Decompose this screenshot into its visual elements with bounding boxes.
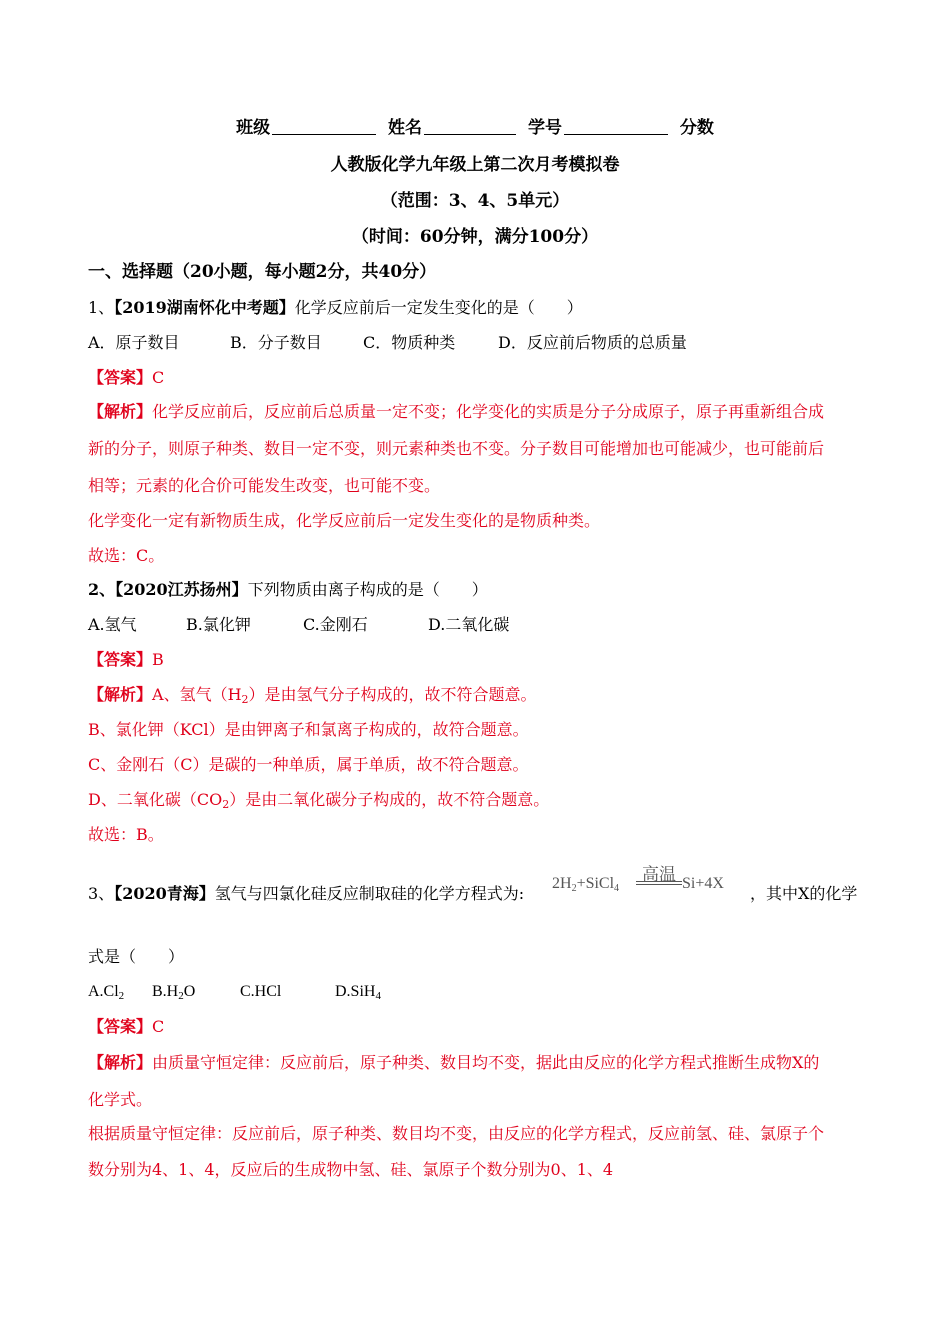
subscript: 2 [241, 693, 249, 706]
question-1-analysis-line-3: 相等；元素的化合价可能发生改变，也可能不变。 [88, 476, 441, 495]
question-2-options [88, 615, 509, 635]
question-1-stem [88, 298, 583, 318]
question-3-analysis-line-2: 化学式。 [88, 1090, 153, 1109]
question-1-analysis-line-4: 化学变化一定有新物质生成，化学反应前后一定发生变化的是物质种类。 [88, 511, 601, 530]
question-2-stem [88, 580, 488, 600]
question-1-analysis-line-2: 新的分子，则原子种类、数目一定不变，则元素种类也不变。分子数目可能增加也可能减少，也可能前后 [88, 439, 825, 458]
question-2-analysis-b: B、氯化钾（KCl）是由钾离子和氯离子构成的，故符合题意。 [88, 720, 529, 739]
option-text: A.Cl [88, 983, 119, 1000]
exam-title: 人教版化学九年级上第二次月考模拟卷 [330, 155, 620, 175]
answer-label: 【答案】 [88, 1017, 153, 1036]
exam-scope: （范围：3、4、5单元） [380, 191, 570, 211]
score-label: 分数 [679, 118, 714, 138]
option-text: O [183, 983, 196, 1000]
option-c[interactable]: C．物质种类 [363, 333, 456, 352]
question-3-answer [88, 1017, 164, 1037]
option-b[interactable] [152, 982, 240, 1002]
option-a[interactable]: A.氢气 [88, 615, 137, 634]
class-blank[interactable] [272, 118, 376, 135]
question-3-analysis-line-3: 根据质量守恒定律：反应前后，原子种类、数目均不变，由反应的化学方程式，反应前氢、硅、氯原子个 [88, 1124, 825, 1143]
subscript: 2 [222, 798, 230, 811]
option-b[interactable]: B．分子数目 [230, 333, 322, 352]
reactant-h2: 2H [552, 875, 572, 892]
subscript: 2 [118, 990, 125, 1002]
equation-bar [636, 884, 682, 885]
student-id-blank[interactable] [564, 118, 668, 135]
answer-value: C [152, 368, 165, 387]
question-number: 1、 [88, 298, 115, 317]
analysis-text: 由质量守恒定律：反应前后，原子种类、数目均不变，据此由反应的化学方程式推断生成物X的 [152, 1053, 820, 1072]
option-text: D.SiH [335, 983, 376, 1000]
option-c[interactable]: C.金刚石 [303, 615, 368, 634]
question-2-conclusion: 故选：B。 [88, 825, 164, 844]
question-source: 【2020青海】 [114, 884, 215, 903]
question-1-conclusion: 故选：C。 [88, 546, 165, 565]
equation-reactants [552, 875, 619, 893]
option-c[interactable] [240, 982, 335, 1002]
answer-label: 【答案】 [88, 650, 153, 669]
subscript: 2 [571, 883, 577, 894]
analysis-text: D、二氧化碳（CO [88, 790, 223, 809]
question-source: 【2020江苏扬州】 [115, 580, 248, 599]
chemical-equation [552, 858, 742, 904]
exam-time: （时间：60分钟，满分100分） [351, 227, 599, 247]
analysis-text: ）是由二氧化碳分子构成的，故不符合题意。 [229, 790, 550, 809]
class-label: 班级 [236, 118, 271, 138]
question-number: 3、 [88, 884, 115, 903]
reactant-sicl4: +SiCl [576, 875, 615, 892]
option-text: B.H [152, 983, 179, 1000]
question-3-analysis-line-1 [88, 1053, 819, 1073]
analysis-text: 化学反应前后，反应前后总质量一定不变；化学变化的实质是分子分成原子，原子再重新组合成 [152, 402, 825, 421]
question-text: 下列物质由离子构成的是（ ） [247, 580, 488, 599]
question-3-options [88, 982, 381, 1002]
option-b[interactable]: B.氯化钾 [186, 615, 251, 634]
question-text: 氢气与四氯化硅反应制取硅的化学方程式为: [214, 884, 525, 903]
question-2-analysis-a [88, 685, 537, 705]
option-d[interactable] [335, 982, 381, 1002]
question-number: 2、 [88, 580, 116, 599]
analysis-text: ）是由氢气分子构成的，故不符合题意。 [248, 685, 537, 704]
question-1-analysis-line-1 [88, 402, 824, 422]
subscript: 4 [614, 883, 620, 894]
option-a[interactable] [88, 982, 152, 1002]
question-1-answer [88, 368, 164, 388]
analysis-text: A、氢气（H [152, 685, 242, 704]
question-text: 化学反应前后一定发生变化的是（ ） [294, 298, 583, 317]
answer-label: 【答案】 [88, 368, 153, 387]
reaction-condition: 高温 [642, 865, 676, 884]
option-a[interactable]: A．原子数目 [88, 333, 180, 352]
answer-value: B [152, 650, 164, 669]
subscript: 4 [375, 990, 381, 1002]
question-3-analysis-line-4: 数分别为4、1、4，反应后的生成物中氢、硅、氯原子个数分别为0、1、4 [88, 1160, 614, 1179]
name-label: 姓名 [388, 118, 423, 138]
equation-bar [636, 881, 682, 882]
question-3-stem [88, 884, 524, 904]
name-blank[interactable] [424, 118, 516, 135]
section-title: 一、选择题（20小题，每小题2分，共40分） [88, 262, 437, 282]
question-3-stem-tail: ，其中X的化学 [750, 884, 858, 903]
question-2-analysis-d [88, 790, 549, 810]
analysis-label: 【解析】 [88, 402, 153, 421]
equation-products: Si+4X [682, 875, 724, 892]
student-id-label: 学号 [527, 118, 562, 138]
subscript: 2 [178, 990, 184, 1002]
answer-value: C [152, 1017, 165, 1036]
question-2-answer [88, 650, 164, 670]
option-d[interactable]: D．反应前后物质的总质量 [498, 333, 687, 352]
option-text: C.HCl [240, 983, 282, 1000]
analysis-label: 【解析】 [88, 1053, 153, 1072]
analysis-label: 【解析】 [88, 685, 153, 704]
question-1-options [88, 333, 687, 353]
question-2-analysis-c: C、金刚石（C）是碳的一种单质，属于单质，故不符合题意。 [88, 755, 529, 774]
question-3-stem-cont: 式是（ ） [88, 947, 185, 966]
student-info-line [0, 118, 950, 138]
question-source: 【2019湖南怀化中考题】 [114, 298, 295, 317]
option-d[interactable]: D.二氧化碳 [428, 615, 510, 634]
